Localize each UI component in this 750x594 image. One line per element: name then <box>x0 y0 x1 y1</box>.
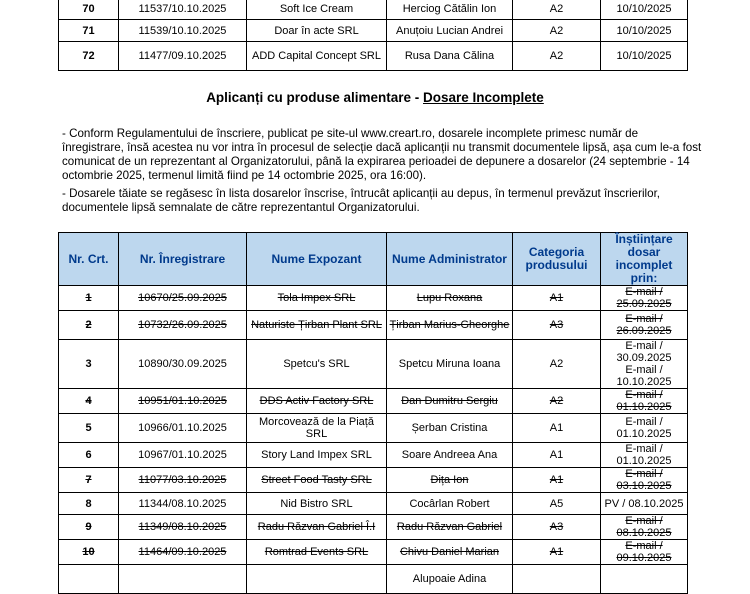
cell-admin: Rusa Dana Călina <box>387 42 513 71</box>
cell-exhibitor: Tola Impex SRL <box>247 286 387 311</box>
cell-reg: 10951/01.10.2025 <box>119 389 247 414</box>
cell-category: A3 <box>513 515 601 540</box>
regulation-note: - Conform Regulamentului de înscriere, publicat pe site-ul www.creart.ro, dosarele incomplete primesc număr de înregistrare, însă acestea nu vor intra în procesul de selecție dacă aplicanții nu transmit documentele lipsă, așa cum le-a fost comunicat de un reprezentant al Organizatorului, până la expirarea perioadei de depunere a dosarelor (24 septembrie - 14 octombrie 2025, termenul limită fiind pe 14 octombrie 2025, ora 16:00). <box>62 127 702 182</box>
cell-nr: 72 <box>59 42 119 71</box>
cell-notice: E-mail / 30.09.2025 E-mail / 10.10.2025 <box>601 340 688 389</box>
cell-admin: Chivu Daniel Marian <box>387 540 513 565</box>
cell-category: A5 <box>513 493 601 515</box>
cell-exhibitor: Naturiste Țirban Plant SRL <box>247 311 387 340</box>
cell-reg: 10966/01.10.2025 <box>119 414 247 443</box>
header-nr: Nr. Crt. <box>59 233 119 286</box>
incomplete-files-body <box>59 286 688 594</box>
cell-nr <box>59 565 119 594</box>
table-row <box>59 20 688 42</box>
table-row <box>59 515 688 540</box>
cell-notice: E-mail / 01.10.2025 <box>601 414 688 443</box>
table-row <box>59 493 688 515</box>
cell-nr: 4 <box>59 389 119 414</box>
cell-exhibitor: Nid Bistro SRL <box>247 493 387 515</box>
header-notice: Înștiințare dosar incomplet prin: <box>601 233 688 286</box>
table-row <box>59 42 688 71</box>
cell-category: A2 <box>513 389 601 414</box>
table-row <box>59 311 688 340</box>
cell-category: A1 <box>513 540 601 565</box>
cell-notice: E-mail / 09.10.2025 <box>601 540 688 565</box>
cell-reg: 11464/09.10.2025 <box>119 540 247 565</box>
cell-category: A1 <box>513 468 601 493</box>
cell-reg: 11077/03.10.2025 <box>119 468 247 493</box>
cell-notice: E-mail / 25.09.2025 <box>601 286 688 311</box>
cell-nr: 3 <box>59 340 119 389</box>
table-row <box>59 540 688 565</box>
table-row <box>59 389 688 414</box>
cell-notice: E-mail / 08.10.2025 <box>601 515 688 540</box>
cell-nr: 70 <box>59 0 119 20</box>
cell-nr: 10 <box>59 540 119 565</box>
cell-category: A2 <box>513 340 601 389</box>
header-exhibitor: Nume Expozant <box>247 233 387 286</box>
registered-applicants-body <box>59 0 688 71</box>
cell-category: A2 <box>513 42 601 71</box>
cell-admin: Șerban Cristina <box>387 414 513 443</box>
cell-category: A2 <box>513 20 601 42</box>
cell-exhibitor: DDS Activ Factory SRL <box>247 389 387 414</box>
cell-date: 10/10/2025 <box>601 20 688 42</box>
cell-reg: 10890/30.09.2025 <box>119 340 247 389</box>
table-row <box>59 340 688 389</box>
section-title-prefix: Aplicanți cu produse alimentare - <box>206 90 423 105</box>
cell-admin: Soare Andreea Ana <box>387 443 513 468</box>
cell-reg <box>119 565 247 594</box>
cell-notice: E-mail / 03.10.2025 <box>601 468 688 493</box>
cell-reg: 11537/10.10.2025 <box>119 0 247 20</box>
cell-reg: 10670/25.09.2025 <box>119 286 247 311</box>
cell-nr: 71 <box>59 20 119 42</box>
section-title-emphasis: Dosare Incomplete <box>423 90 544 105</box>
table-row <box>59 414 688 443</box>
cell-exhibitor: Spetcu's SRL <box>247 340 387 389</box>
cell-nr: 8 <box>59 493 119 515</box>
cell-category: A3 <box>513 311 601 340</box>
cell-reg: 11539/10.10.2025 <box>119 20 247 42</box>
cell-admin: Dița Ion <box>387 468 513 493</box>
cell-admin: Dan Dumitru Sergiu <box>387 389 513 414</box>
header-administrator: Nume Administrator <box>387 233 513 286</box>
cell-nr: 7 <box>59 468 119 493</box>
table-row <box>59 286 688 311</box>
cell-exhibitor: Romtrad Events SRL <box>247 540 387 565</box>
cell-admin: Herciog Cătălin Ion <box>387 0 513 20</box>
cell-admin: Lupu Roxana <box>387 286 513 311</box>
cell-admin: Cocârlan Robert <box>387 493 513 515</box>
cell-nr: 9 <box>59 515 119 540</box>
cell-date: 10/10/2025 <box>601 0 688 20</box>
table-header-row <box>59 233 688 286</box>
cell-category: A1 <box>513 443 601 468</box>
table-row <box>59 468 688 493</box>
cell-date: 10/10/2025 <box>601 42 688 71</box>
cell-nr: 1 <box>59 286 119 311</box>
cell-exhibitor: Morcovează de la Piață SRL <box>247 414 387 443</box>
cell-reg: 11344/08.10.2025 <box>119 493 247 515</box>
cell-exhibitor: Story Land Impex SRL <box>247 443 387 468</box>
cell-notice <box>601 565 688 594</box>
cell-notice: PV / 08.10.2025 <box>601 493 688 515</box>
incomplete-files-table <box>58 232 688 594</box>
cell-exhibitor: Soft Ice Cream <box>247 0 387 20</box>
table-row <box>59 443 688 468</box>
cell-category: A1 <box>513 414 601 443</box>
struck-files-note: - Dosarele tăiate se regăsesc în lista dosarelor înscrise, întrucât aplicanții au depus, în termenul prevăzut înscrierilor, documentele lipsă semnalate de către reprezentantul Organizatorului. <box>62 187 661 214</box>
cell-exhibitor <box>247 565 387 594</box>
cell-admin: Anuțoiu Lucian Andrei <box>387 20 513 42</box>
cell-category: A2 <box>513 0 601 20</box>
cell-admin: Alupoaie Adina <box>387 565 513 594</box>
cell-category <box>513 565 601 594</box>
cell-notice: E-mail / 26.09.2025 <box>601 311 688 340</box>
cell-admin: Radu Răzvan Gabriel <box>387 515 513 540</box>
cell-reg: 11477/09.10.2025 <box>119 42 247 71</box>
cell-nr: 6 <box>59 443 119 468</box>
cell-exhibitor: Doar în acte SRL <box>247 20 387 42</box>
cell-exhibitor: Street Food Tasty SRL <box>247 468 387 493</box>
header-category: Categoria produsului <box>513 233 601 286</box>
cell-reg: 10732/26.09.2025 <box>119 311 247 340</box>
cell-notice: E-mail / 01.10.2025 <box>601 443 688 468</box>
cell-notice: E-mail / 01.10.2025 <box>601 389 688 414</box>
cell-category: A1 <box>513 286 601 311</box>
cell-nr: 5 <box>59 414 119 443</box>
registered-applicants-table <box>58 0 688 71</box>
table-row <box>59 0 688 20</box>
cell-admin: Țirban Marius-Gheorghe <box>387 311 513 340</box>
table-row <box>59 565 688 594</box>
cell-exhibitor: Radu Răzvan Gabriel Î.I <box>247 515 387 540</box>
header-registration: Nr. Înregistrare <box>119 233 247 286</box>
cell-reg: 10967/01.10.2025 <box>119 443 247 468</box>
section-title <box>0 90 750 105</box>
cell-reg: 11349/08.10.2025 <box>119 515 247 540</box>
cell-nr: 2 <box>59 311 119 340</box>
cell-exhibitor: ADD Capital Concept SRL <box>247 42 387 71</box>
cell-admin: Spetcu Miruna Ioana <box>387 340 513 389</box>
